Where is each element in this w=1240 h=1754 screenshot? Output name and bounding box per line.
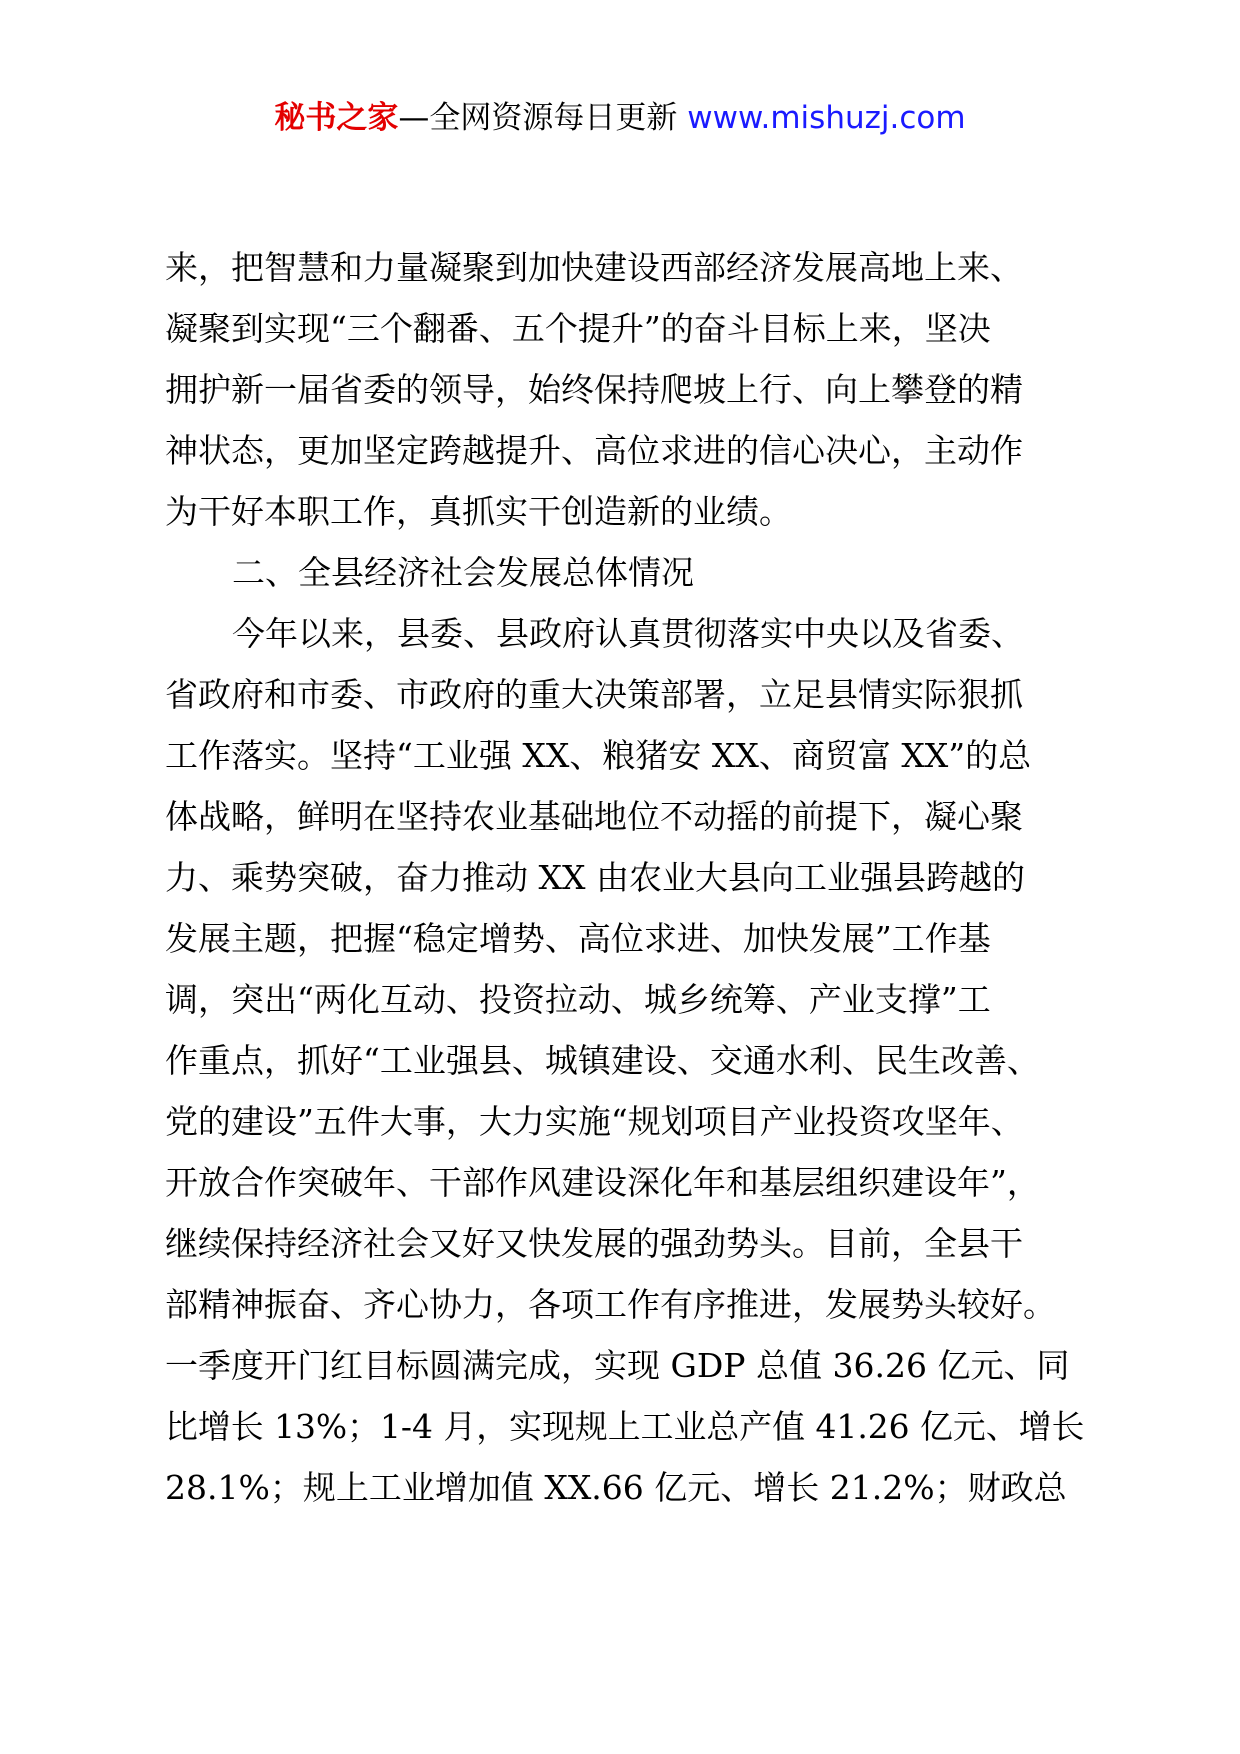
body-text-line: 今年以来，县委、县政府认真贯彻落实中央以及省委、 <box>232 614 1024 653</box>
page-header <box>0 98 1240 138</box>
body-text-line: 比增长 13%；1-4 月，实现规上工业总产值 41.26 亿元、增长 <box>165 1407 1085 1446</box>
body-text-line: 体战略，鲜明在坚持农业基础地位不动摇的前提下，凝心聚 <box>165 797 1023 836</box>
document-body <box>165 248 1085 1529</box>
website-link[interactable]: www.mishuzj.com <box>687 100 966 136</box>
body-text-line: 开放合作突破年、干部作风建设深化年和基层组织建设年”， <box>165 1163 1040 1202</box>
body-text-line: 调，突出“两化互动、投资拉动、城乡统筹、产业支撑”工 <box>165 980 991 1019</box>
header-tagline: —全网资源每日更新 <box>398 100 688 136</box>
body-text-line: 来，把智慧和力量凝聚到加快建设西部经济发展高地上来、 <box>165 248 1023 287</box>
body-text-line: 省政府和市委、市政府的重大决策部署，立足县情实际狠抓 <box>165 675 1023 714</box>
body-text-line: 党的建设”五件大事，大力实施“规划项目产业投资攻坚年、 <box>165 1102 1024 1141</box>
body-text-line: 作重点，抓好“工业强县、城镇建设、交通水利、民生改善、 <box>165 1041 1040 1080</box>
body-text-line: 二、全县经济社会发展总体情况 <box>232 553 694 592</box>
body-text-line: 28.1%；规上工业增加值 XX.66 亿元、增长 21.2%；财政总 <box>165 1468 1067 1507</box>
body-text-line: 一季度开门红目标圆满完成，实现 GDP 总值 36.26 亿元、同 <box>165 1346 1070 1385</box>
brand-name: 秘书之家 <box>274 100 399 136</box>
body-text-line: 拥护新一届省委的领导，始终保持爬坡上行、向上攀登的精 <box>165 370 1023 409</box>
body-text-line: 力、乘势突破，奋力推动 XX 由农业大县向工业强县跨越的 <box>165 858 1025 897</box>
body-text-line: 为干好本职工作，真抓实干创造新的业绩。 <box>165 492 792 531</box>
body-text-line: 部精神振奋、齐心协力，各项工作有序推进，发展势头较好。 <box>165 1285 1056 1324</box>
body-text-line: 工作落实。坚持“工业强 XX、粮猪安 XX、商贸富 XX”的总 <box>165 736 1032 775</box>
body-text-line: 继续保持经济社会又好又快发展的强劲势头。目前，全县干 <box>165 1224 1023 1263</box>
body-text-line: 凝聚到实现“三个翻番、五个提升”的奋斗目标上来，坚决 <box>165 309 991 348</box>
body-text-line: 神状态，更加坚定跨越提升、高位求进的信心决心，主动作 <box>165 431 1023 470</box>
body-text-line: 发展主题，把握“稳定增势、高位求进、加快发展”工作基 <box>165 919 991 958</box>
